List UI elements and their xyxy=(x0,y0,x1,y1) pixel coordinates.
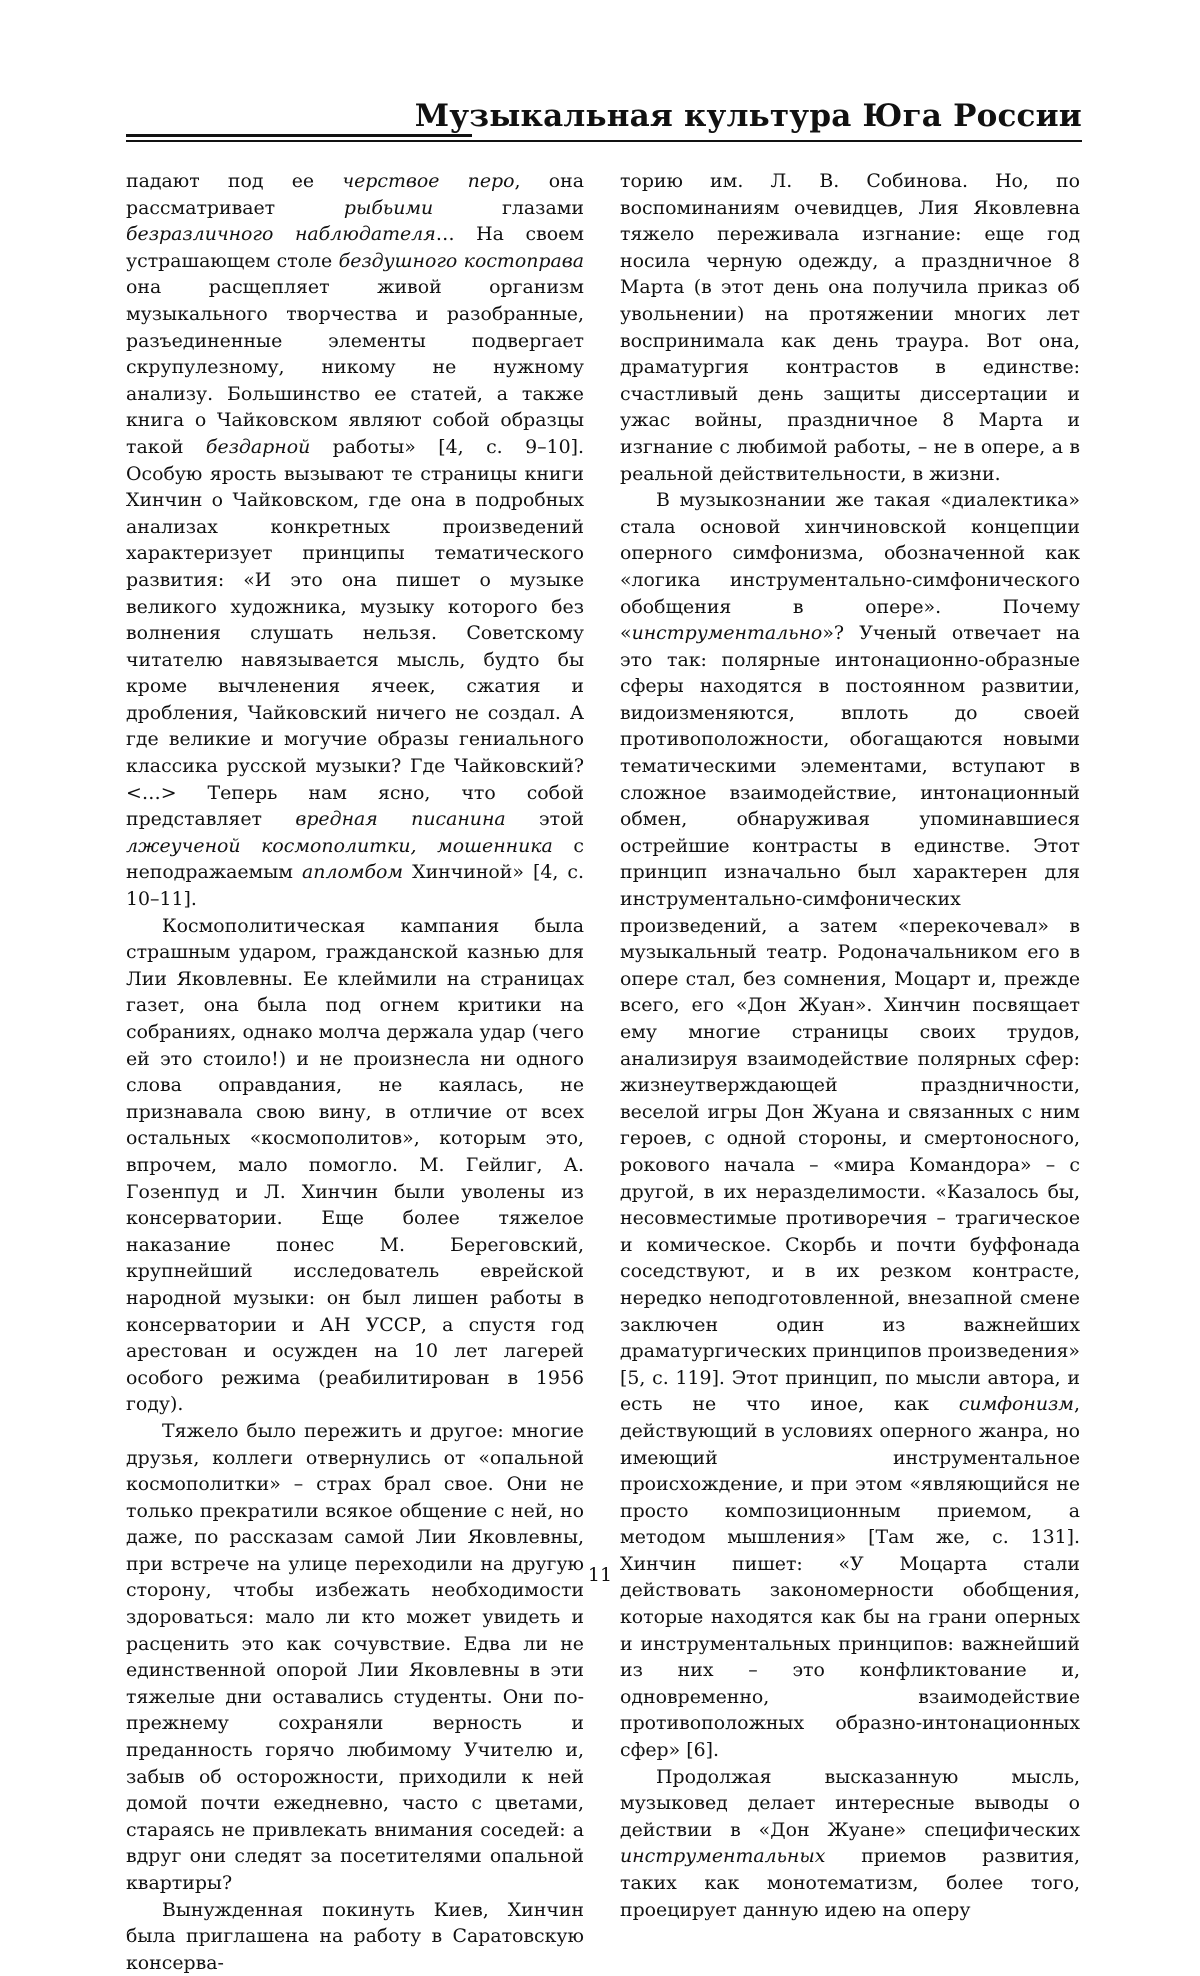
text-run: с неподражаемым xyxy=(126,834,584,884)
text-run: падают под ее xyxy=(126,170,343,192)
page-number: 11 xyxy=(587,1564,613,1586)
running-head-title: Музыкальная культура Юга России xyxy=(414,98,1082,134)
text-run: этой xyxy=(505,808,585,831)
italic-phrase: бездарной xyxy=(205,435,311,458)
italic-phrase: бездушного костоправа xyxy=(338,249,584,272)
header-rule-thick xyxy=(126,134,472,137)
text-run: »? Ученый отвечает на это так: полярные интонационно-образные сферы находятся в постоянном развитии, видоизменяются, вплоть до своей противоположности, обогащаются новыми тематическими элементами, вступают в сложное взаимодействие, интонационный обмен, обнаруживая упоминавшиеся острейшие контрасты в единстве. Этот принцип изначально был характерен для инструментально-симфонических произведений, а затем «перекочевал» в музыкальный театр. Родоначальником его в опере стал, без сомнения, Моцарт и, прежде всего, его «Дон Жуан». Хинчин посвящает ему многие страницы своих трудов, анализируя взаимодействие полярных сфер: жизнеутверждающей праздничности, веселой игры Дон Жуана и связанных с ним героев, с одной стороны, и смертоносного, рокового начала – «мира Командора» – с другой, в их неразделимости. «Казалось бы, несовместимые противоречия – трагическое и комическое. Скорбь и почти буффонада соседствуют, и в их резком контрасте, нередко неподготовленной, внезапной смене заключен один из важнейших драматургических принципов произведения» [5, с. 119]. Этот принцип, по мысли автора, и есть не что иное, как xyxy=(620,622,1080,1416)
italic-phrase: инструментальных xyxy=(620,1845,826,1868)
text-run: работы» [4, с. 9–10]. Особую ярость вызывают те страницы книги Хинчин о Чайковском, где она в подробных анализах конкретных произведений характеризует принципы тематического развития: «И это она пишет о музыке великого художника, музыку которого без волнения слушать нельзя. Советскому читателю навязывается мысль, будто бы кроме вычленения ячеек, сжатия и дробления, Чайковский ничего не создал. А где великие и могучие образы гениального классика русской музыки? Где Чайковский? <…> Теперь нам ясно, что собой представляет xyxy=(126,435,584,831)
text-run: В музыкознании же такая «диалектика» стала основой хинчиновской концепции оперного симфонизма, обозначенной как «логика инструментально-симфонического обобщения в опере». Почему « xyxy=(620,489,1080,645)
text-run: глазами xyxy=(433,196,585,219)
paragraph xyxy=(126,913,584,1418)
paragraph xyxy=(620,1764,1080,1924)
left-text-column xyxy=(126,168,584,1976)
italic-phrase: апломбом xyxy=(302,861,404,884)
italic-phrase: черствое перо xyxy=(342,170,515,192)
italic-phrase: лжеученой космополитки, мошенника xyxy=(126,834,553,857)
text-run: Космополитическая кампания была страшным ударом, гражданской казнью для Лии Яковлевны. Ее клеймили на страницах газет, она была под огнем критики на собраниях, однако молча держала удар (чего ей это стоило!) и не произнесла ни одного слова оправдания, не каялась, не признавала свою вину, в отличие от всех остальных «космополитов», которым это, впрочем, мало помогло. М. Гейлиг, А. Гозенпуд и Л. Хинчин были уволены из консерватории. Еще более тяжелое наказание понес М. Береговский, крупнейший исследователь еврейской народной музыки: он был лишен работы в консерватории и АН УССР, а спустя год арестован и осужден на 10 лет лагерей особого режима (реабилитирован в 1956 году). xyxy=(126,914,584,1416)
paragraph xyxy=(126,1418,584,1897)
paragraph xyxy=(126,168,584,913)
text-run: , она рассматривает xyxy=(126,170,584,219)
paragraph xyxy=(126,1897,584,1976)
italic-phrase: вредная писанина xyxy=(295,808,506,831)
text-run: приемов развития, таких как монотематизм, более того, проецирует данную идею на оперу xyxy=(620,1845,1080,1921)
italic-phrase: рыбьими xyxy=(343,196,434,219)
italic-phrase: симфонизм xyxy=(958,1393,1074,1416)
italic-phrase: инструментально xyxy=(631,622,823,645)
right-text-column xyxy=(620,168,1080,1923)
text-run: Вынужденная покинуть Киев, Хинчин была приглашена на работу в Саратовскую консерва- xyxy=(126,1898,584,1974)
text-run: … На своем устрашающем столе xyxy=(126,223,584,272)
text-run: Продолжая высказанную мысль, музыковед делает интересные выводы о действии в «Дон Жуане» специфических xyxy=(620,1765,1080,1841)
paragraph xyxy=(620,168,1080,487)
text-run: торию им. Л. В. Собинова. Но, по воспоминаниям очевидцев, Лия Яковлевна тяжело переживала изгнание: еще год носила черную одежду, а праздничное 8 Марта (в этот день она получила приказ об увольнении) на протяжении многих лет воспринимала как день траура. Вот она, драматургия контрастов в единстве: счастливый день защиты диссертации и ужас войны, праздничное 8 Марта и изгнание с любимой работы, – не в опере, а в реальной действительности, в жизни. xyxy=(620,170,1080,485)
italic-phrase: безразличного наблюдателя xyxy=(126,223,436,246)
text-run: Хинчиной» [4, с. 10–11]. xyxy=(126,861,584,911)
text-run: , действующий в условиях оперного жанра, но имеющий инструментальное происхождение, и при этом «являющийся не просто композиционным приемом, а методом мышления» [Там же, с. 131]. Хинчин пишет: «У Моцарта стали действовать закономерности обобщения, которые находятся как бы на грани оперных и инструментальных принципов: важнейший из них – это конфликтование и, одновременно, взаимодействие противоположных образно-интонационных сфер» [6]. xyxy=(620,1393,1080,1762)
text-run: Тяжело было пережить и другое: многие друзья, коллеги отвернулись от «опальной космополитки» – страх брал свое. Они не только прекратили всякое общение с ней, но даже, по рассказам самой Лии Яковлевны, при встрече на улице переходили на другую сторону, чтобы избежать необходимости здороваться: мало ли кто может увидеть и расценить это как сочувствие. Едва ли не единственной опорой Лии Яковлевны в эти тяжелые дни оставались студенты. Они по-прежнему сохраняли верность и преданность горячо любимому Учителю и, забыв об осторожности, приходили к ней домой почти ежедневно, часто с цветами, стараясь не привлекать внимания соседей: а вдруг они следят за посетителями опальной квартиры? xyxy=(126,1419,584,1894)
text-run: она расщепляет живой организм музыкального творчества и разобранные, разъединенные элементы подвергает скрупулезному, никому не нужному анализу. Большинство ее статей, а также книга о Чайковском являют собой образцы такой xyxy=(126,276,584,458)
header-rule-thin xyxy=(126,140,1082,142)
